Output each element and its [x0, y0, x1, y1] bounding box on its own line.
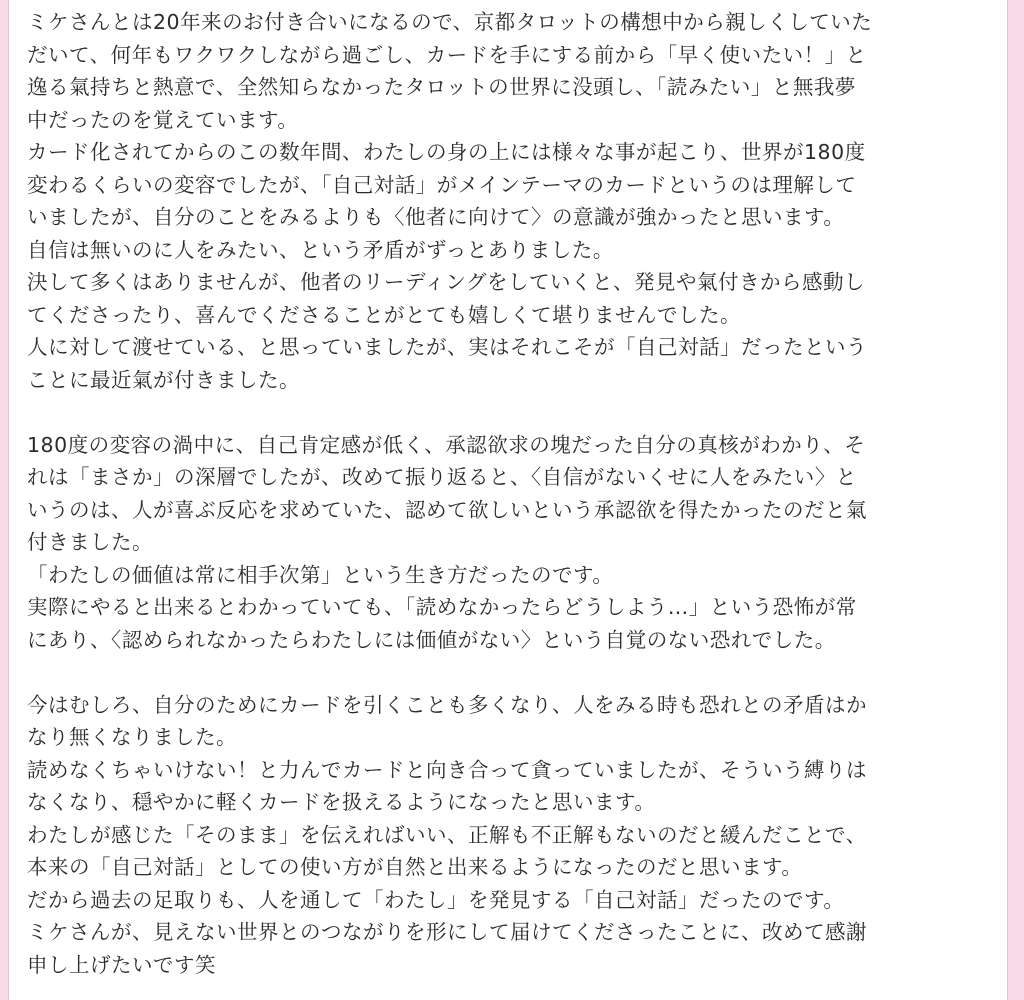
text-line: れは「まさか」の深層でしたが、改めて振り返ると、〈自信がないくせに人をみたい〉と — [27, 465, 857, 489]
paragraph-gap — [27, 396, 987, 429]
text-line: 決して多くはありませんが、他者のリーディングをしていくと、発見や氣付きから感動し — [27, 270, 865, 294]
text-line: 逸る氣持ちと熱意で、全然知らなかったタロットの世界に没頭し、「読みたい」と無我夢 — [27, 75, 856, 99]
comment-card — [8, 0, 1008, 1000]
text-line: 中だったのを覚えています。 — [27, 107, 299, 132]
text-line: いましたが、自分のことをみるよりも〈他者に向けて〉の意識が強かったと思います。 — [27, 205, 845, 229]
text-line: カード化されてからのこの数年間、わたしの身の上には様々な事が起こり、世界が180度 — [27, 140, 866, 164]
text-line: なくなり、穏やかに軽くカードを扱えるようになったと思います。 — [27, 790, 656, 814]
text-line: 「わたしの価値は常に相手次第」という生き方だったのです。 — [27, 562, 614, 587]
text-line: ミケさんとは20年来のお付き合いになるので、京都タロットの構想中から親しくしていた — [27, 10, 873, 34]
text-line: 自信は無いのに人をみたい、という矛盾がずっとありました。 — [27, 237, 614, 262]
text-line: 実際にやると出来るとわかっていても、「読めなかったらどうしよう…」という恐怖が常 — [27, 595, 857, 619]
paragraph-gap — [27, 656, 987, 689]
comment-text — [27, 6, 987, 981]
text-line: いうのは、人が喜ぶ反応を求めていた、認めて欲しいという承認欲を得たかったのだと氣 — [27, 497, 867, 522]
text-line: 今はむしろ、自分のためにカードを引くことも多くなり、人をみる時も恐れとの矛盾はか — [27, 692, 867, 717]
text-line: なり無くなりました。 — [27, 725, 237, 749]
text-line: 180度の変容の渦中に、自己肯定感が低く、承認欲求の塊だった自分の真核がわかり、そ — [27, 432, 866, 457]
text-line: 申し上げたいです笑 — [27, 952, 216, 977]
text-line: 本来の「自己対話」としての使い方が自然と出来るようになったのだと思います。 — [27, 855, 803, 879]
page-margin — [1010, 0, 1024, 1000]
text-line: だいて、何年もワクワクしながら過ごし、カードを手にする前から「早く使いたい！」と — [27, 42, 867, 67]
text-line: ミケさんが、見えない世界とのつながりを形にして届けてくださったことに、改めて感謝 — [27, 920, 867, 944]
text-line: にあり、〈認められなかったらわたしには価値がない〉という自覚のない恐れでした。 — [27, 627, 836, 652]
text-line: てくださったり、喜んでくださることがとても嬉しくて堪りませんでした。 — [27, 302, 741, 327]
text-line: 人に対して渡せている、と思っていましたが、実はそれこそが「自己対話」だったという — [27, 335, 867, 359]
text-line: 付きました。 — [27, 530, 153, 554]
text-line: だから過去の足取りも、人を通して「わたし」を発見する「自己対話」だったのです。 — [27, 887, 845, 912]
text-line: わたしが感じた「そのまま」を伝えればいい、正解も不正解もないのだと緩んだことで、 — [27, 822, 867, 847]
text-line: ことに最近氣が付きました。 — [27, 367, 300, 392]
text-line: 読めなくちゃいけない！と力んでカードと向き合って貪っていましたが、そういう縛りは — [27, 757, 867, 782]
text-line: 変わるくらいの変容でしたが、「自己対話」がメインテーマのカードというのは理解して — [27, 172, 857, 197]
